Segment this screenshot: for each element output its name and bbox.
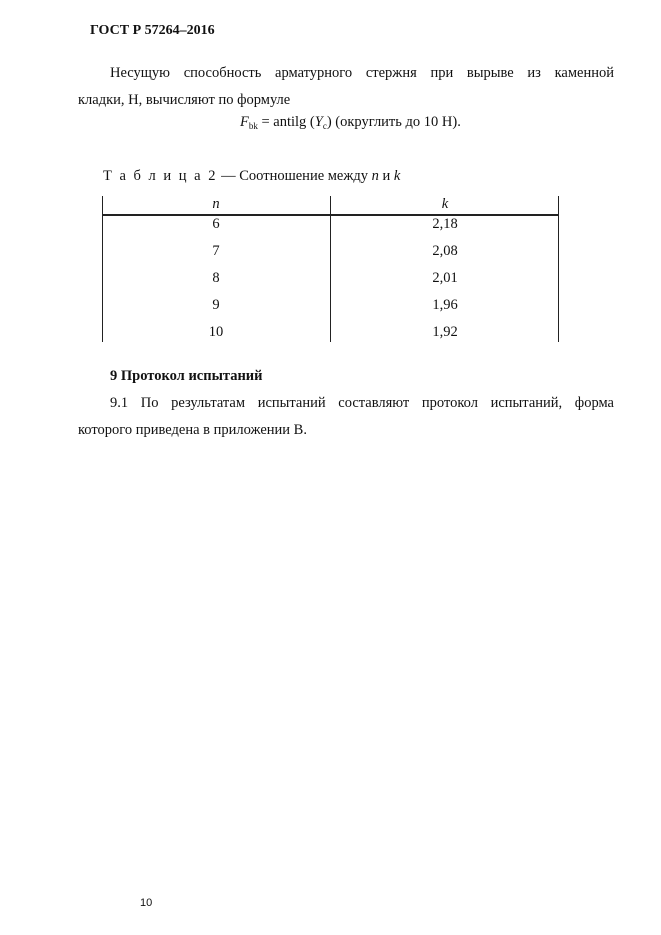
table-caption-and: и (378, 168, 394, 184)
table-cell-n: 7 (212, 243, 220, 259)
table-cell-k: 2,01 (432, 270, 458, 286)
table-header-n: n (212, 196, 220, 212)
table-cell-n: 6 (212, 216, 220, 232)
table-cell-n: 10 (208, 324, 224, 340)
table-cell-k: 1,92 (432, 324, 458, 340)
section-title: 9 Протокол испытаний (110, 368, 263, 384)
formula (240, 114, 461, 131)
table-caption-prefix: Т а б л и ц а 2 (103, 168, 218, 184)
table-cell-k: 1,96 (432, 297, 458, 313)
table-cell-n: 9 (212, 297, 220, 313)
table-cell-n: 8 (212, 270, 220, 286)
formula-equals: = antilg ( (257, 114, 315, 130)
table-border-left (102, 196, 103, 342)
table-caption-text: — Соотношение между (217, 168, 372, 184)
formula-symbol-y: Y (314, 114, 323, 130)
table-cell-k: 2,18 (432, 216, 458, 232)
table-cell-k: 2,08 (432, 243, 458, 259)
table-caption (103, 168, 400, 185)
paragraph-line: 9.1 По результатам испытаний составляют протокол испытаний, форма (110, 395, 614, 411)
page-number: 10 (140, 897, 153, 909)
paragraph-line: которого приведена в приложении В. (78, 422, 307, 438)
document-header: ГОСТ Р 57264–2016 (90, 23, 215, 38)
formula-tail: ) (округлить до 10 Н). (326, 114, 461, 130)
formula-symbol-f: F (240, 114, 249, 130)
data-table (102, 196, 559, 342)
table-column-divider (330, 196, 331, 342)
paragraph-line: Несущую способность арматурного стержня при вырыве из каменной (110, 65, 614, 81)
table-caption-var-n: n (371, 168, 379, 184)
table-border-right (558, 196, 559, 342)
paragraph-protocol (78, 390, 614, 444)
paragraph-formula-intro (78, 60, 614, 114)
formula-subscript-c: c (322, 121, 327, 131)
paragraph-line: кладки, Н, вычисляют по формуле (78, 92, 291, 108)
table-header-k: k (441, 196, 449, 212)
table-caption-var-k: k (393, 168, 401, 184)
formula-subscript-bk: bk (248, 121, 258, 131)
